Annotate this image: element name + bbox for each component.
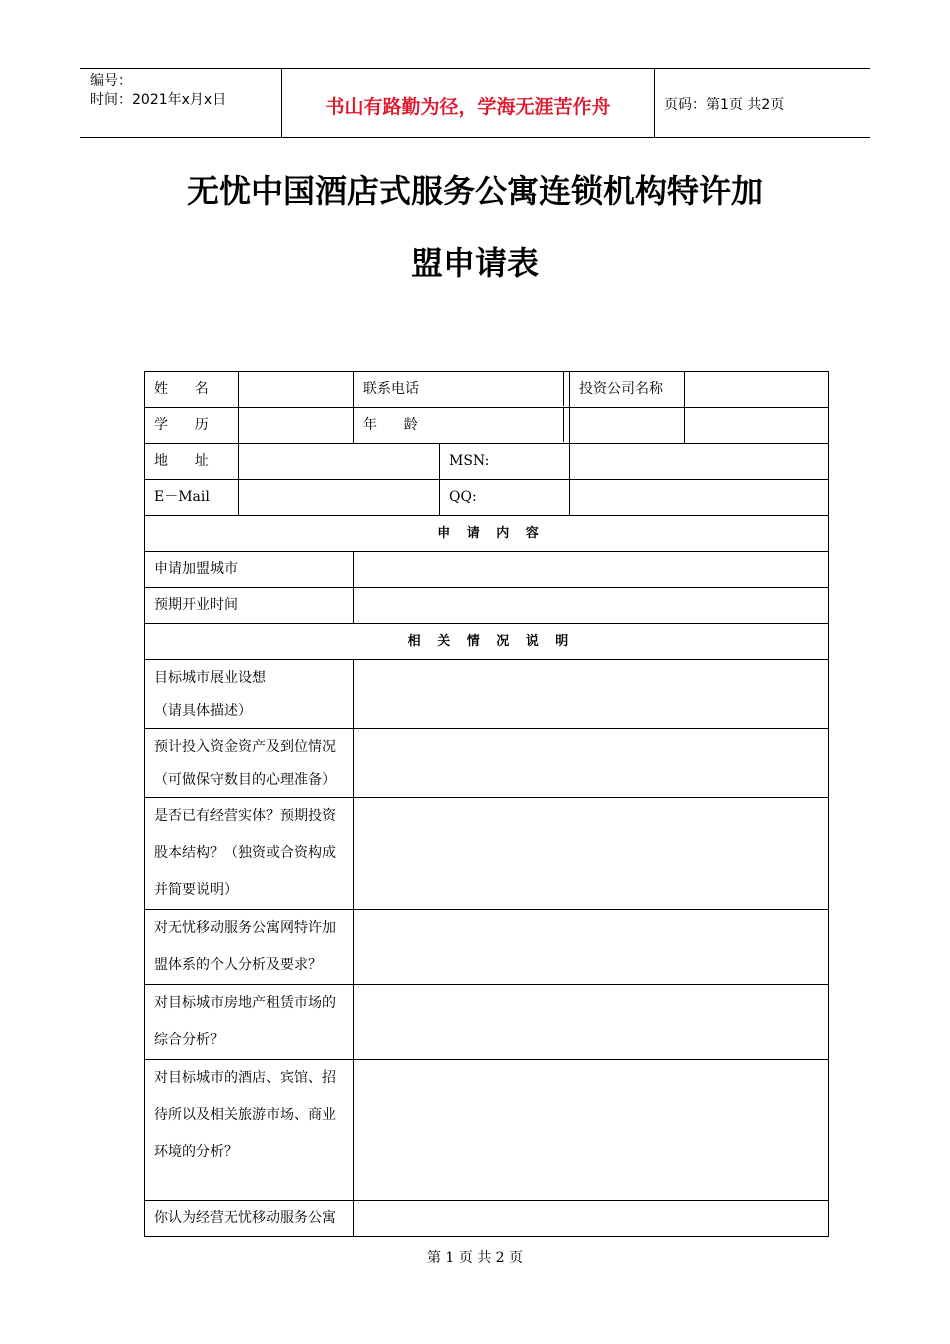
qq-input[interactable] (570, 480, 829, 516)
address-label: 地 址 (145, 444, 239, 480)
name-input[interactable] (239, 372, 354, 408)
email-input[interactable] (239, 480, 440, 516)
document-title-line1: 无忧中国酒店式服务公寓连锁机构特许加 (186, 172, 763, 210)
phone-label: 联系电话 (363, 381, 419, 397)
table-row (145, 1201, 829, 1237)
email-label: E－Mail (145, 480, 239, 516)
time-label: 时间：2021年x月x日 (90, 92, 227, 108)
q4-label: 对无忧移动服务公寓网特许加盟体系的个人分析及要求？ (145, 910, 354, 985)
company-label: 投资公司名称 (570, 372, 685, 408)
header-meta (80, 69, 280, 137)
table-row (145, 588, 829, 624)
name-label: 姓 名 (145, 372, 239, 408)
table-row (145, 729, 829, 798)
q1-label (145, 660, 354, 729)
q5-input[interactable] (354, 985, 829, 1060)
header-motto-cell (281, 69, 655, 137)
table-row (145, 552, 829, 588)
q2-line2: （可做保守数目的心理准备） (154, 772, 336, 788)
q2-label (145, 729, 354, 798)
section-heading-apply: 申 请 内 容 (145, 516, 829, 552)
qq-label: QQ: (440, 480, 570, 516)
section-row (145, 516, 829, 552)
q3-input[interactable] (354, 798, 829, 910)
blank-cell[interactable] (570, 408, 685, 444)
number-label: 编号： (90, 73, 132, 89)
q6-input[interactable] (354, 1060, 829, 1201)
table-row (145, 660, 829, 729)
age-input[interactable] (563, 408, 569, 442)
msn-label: MSN: (440, 444, 570, 480)
phone-label-cell (354, 372, 570, 408)
page-header (80, 68, 870, 138)
open-time-label: 预期开业时间 (145, 588, 354, 624)
q5-label: 对目标城市房地产租赁市场的综合分析？ (145, 985, 354, 1060)
education-label: 学 历 (145, 408, 239, 444)
q1-line2: （请具体描述） (154, 703, 252, 719)
age-label-cell (354, 408, 570, 444)
q2-input[interactable] (354, 729, 829, 798)
table-row (145, 1060, 829, 1201)
q7-label: 你认为经营无忧移动服务公寓 (145, 1201, 354, 1237)
section-heading-details: 相 关 情 况 说 明 (145, 624, 829, 660)
q3-label: 是否已有经营实体？预期投资股本结构？（独资或合资构成并简要说明） (145, 798, 354, 910)
address-input[interactable] (239, 444, 440, 480)
city-input[interactable] (354, 552, 829, 588)
section-row (145, 624, 829, 660)
q4-input[interactable] (354, 910, 829, 985)
age-label: 年 龄 (363, 417, 418, 433)
motto-text: 书山有路勤为径，学海无涯苦作舟 (325, 96, 611, 118)
page-info: 页码：第1页 共2页 (664, 97, 785, 113)
table-row (145, 444, 829, 480)
table-row (145, 372, 829, 408)
open-time-input[interactable] (354, 588, 829, 624)
company-input[interactable] (685, 372, 829, 408)
blank-cell[interactable] (685, 408, 829, 444)
q1-input[interactable] (354, 660, 829, 729)
table-row (145, 985, 829, 1060)
application-form-table (144, 371, 829, 1237)
page-footer: 第 1 页 共 2 页 (426, 1250, 524, 1266)
q2-line1: 预计投入资金资产及到位情况 (154, 739, 336, 755)
q7-input[interactable] (354, 1201, 829, 1237)
phone-input[interactable] (563, 372, 569, 406)
table-row (145, 910, 829, 985)
table-row (145, 798, 829, 910)
q6-label: 对目标城市的酒店、宾馆、招待所以及相关旅游市场、商业环境的分析？ (145, 1060, 354, 1201)
document-title-line2: 盟申请表 (410, 244, 539, 282)
city-label: 申请加盟城市 (145, 552, 354, 588)
table-row (145, 408, 829, 444)
msn-input[interactable] (570, 444, 829, 480)
education-input[interactable] (239, 408, 354, 444)
q1-line1: 目标城市展业设想 (154, 670, 266, 686)
table-row (145, 480, 829, 516)
